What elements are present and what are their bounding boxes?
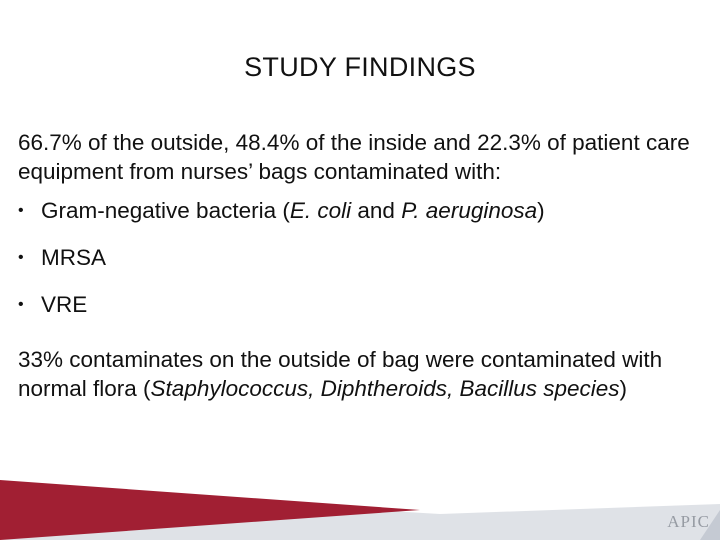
bullet-text [41,292,87,317]
text-run: and [351,198,402,223]
findings-paragraph [18,128,710,186]
bullet-icon: • [18,249,24,266]
bullet-text [41,245,106,270]
normal-flora-paragraph [18,345,710,403]
slide-body [18,128,710,403]
slide-title: STUDY FINDINGS [244,52,476,82]
text-run: ) [619,376,628,401]
text-run: VRE [41,292,88,317]
bullet-text [41,198,545,223]
text-run: ) [537,198,545,223]
bullet-icon: • [18,296,24,313]
bullet-list [18,196,710,337]
footer-band [0,470,720,540]
italic-text-run: Staphylococcus, Diphtheroids, Bacillus species [150,376,620,401]
italic-text-run: E. coli [289,198,352,223]
text-run: Gram-negative bacteria ( [41,198,290,223]
apic-logo: APIC [667,512,710,531]
text-run: 33% contaminates on the outside of bag were contaminated with normal flora ( [18,347,663,401]
text-run: MRSA [41,245,107,270]
bullet-item-mrsa [18,243,710,290]
bullet-icon: • [18,202,24,219]
bullet-item-vre [18,290,710,337]
italic-text-run: P. aeruginosa [401,198,538,223]
bullet-item-gram-negative [18,196,710,243]
text-run: 66.7% of the outside, 48.4% of the inside and 22.3% of patient care equipment from nurses’ bags contaminated with: [18,130,690,184]
